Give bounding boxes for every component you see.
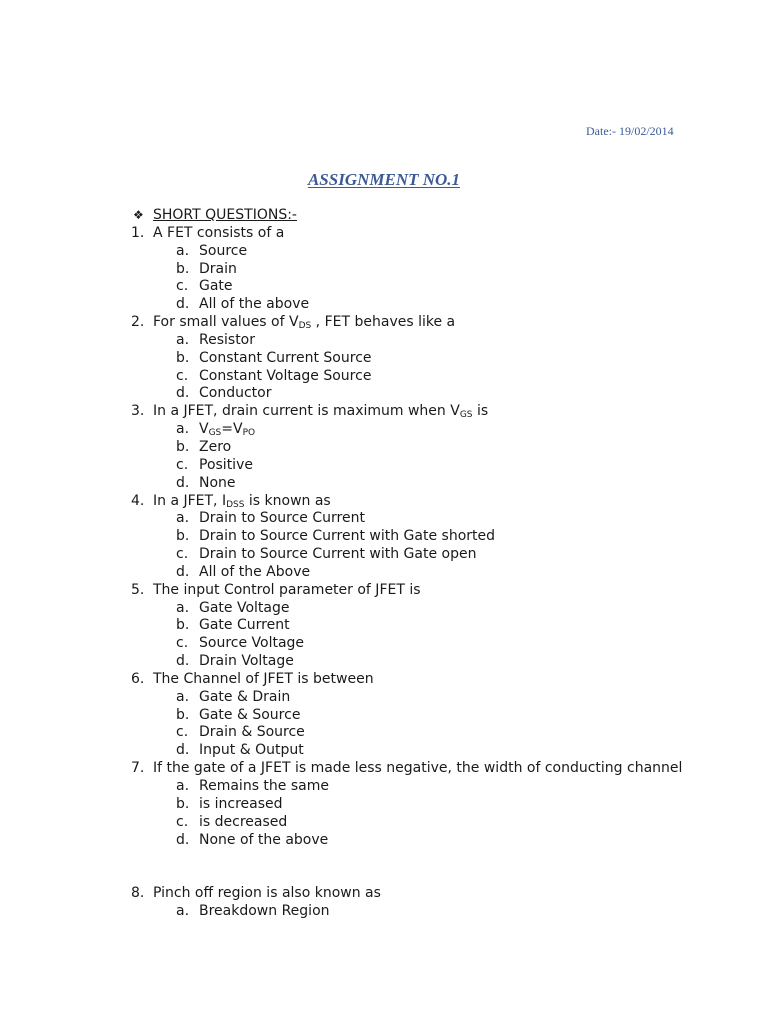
- option-letter: a.: [176, 510, 190, 527]
- option-text: [199, 600, 290, 618]
- option-item: [0, 528, 768, 546]
- text-fragment: Zero: [199, 438, 232, 455]
- question-item: [0, 225, 768, 243]
- option-letter: d.: [176, 385, 190, 402]
- option-letter: d.: [176, 653, 190, 670]
- text-fragment: Drain Voltage: [199, 653, 294, 670]
- question-text: [153, 403, 488, 421]
- option-text: [199, 689, 290, 707]
- option-item: [0, 350, 768, 368]
- option-letter: a.: [176, 421, 190, 438]
- text-fragment: Conductor: [199, 385, 272, 402]
- option-item: [0, 903, 768, 921]
- text-fragment: Positive: [199, 456, 253, 473]
- option-text: [199, 510, 365, 528]
- option-item: [0, 475, 768, 493]
- text-fragment: Input & Output: [199, 742, 304, 759]
- subscript-text: PO: [242, 428, 256, 439]
- question-item: [0, 403, 768, 421]
- option-text: [199, 421, 255, 439]
- subscript-text: GS: [459, 410, 473, 421]
- question-text: [153, 314, 455, 332]
- text-fragment: =V: [221, 421, 243, 438]
- option-text: [199, 278, 233, 296]
- option-text: [199, 385, 271, 403]
- option-text: [199, 332, 255, 350]
- option-text: [199, 296, 309, 314]
- text-fragment: Drain: [199, 260, 237, 277]
- option-letter: c.: [176, 456, 189, 473]
- option-text: [199, 528, 495, 546]
- option-letter: a.: [176, 778, 190, 794]
- text-fragment: If the gate of a JFET is made less negative, the width of conducting channel: [153, 760, 683, 777]
- option-item: [0, 814, 768, 832]
- option-letter: d.: [176, 831, 190, 848]
- option-text: [199, 457, 253, 475]
- text-fragment: V: [199, 421, 209, 438]
- question-text: [153, 760, 682, 778]
- option-text: [199, 546, 476, 564]
- option-item: [0, 564, 768, 582]
- option-letter: d.: [176, 563, 190, 580]
- section-heading: [0, 207, 768, 225]
- option-item: [0, 617, 768, 635]
- option-item: [0, 510, 768, 528]
- option-text: [199, 564, 310, 582]
- option-letter: b.: [176, 617, 190, 634]
- text-fragment: All of the above: [199, 296, 310, 313]
- text-fragment: Gate Voltage: [199, 599, 290, 616]
- option-letter: a.: [176, 599, 190, 616]
- option-letter: a.: [176, 331, 190, 348]
- option-item: [0, 243, 768, 261]
- question-item: [0, 760, 768, 778]
- option-item: [0, 635, 768, 653]
- text-fragment: , FET behaves like a: [311, 314, 456, 331]
- option-item: [0, 385, 768, 403]
- text-fragment: In a JFET, I: [153, 492, 227, 509]
- option-letter: c.: [176, 367, 189, 384]
- option-text: [199, 724, 305, 742]
- option-text: [199, 368, 371, 386]
- question-text: [153, 225, 284, 243]
- question-item: [0, 314, 768, 332]
- option-letter: d.: [176, 296, 190, 313]
- text-fragment: Drain to Source Current: [199, 510, 365, 527]
- option-letter: b.: [176, 260, 190, 277]
- option-item: [0, 724, 768, 742]
- option-letter: c.: [176, 278, 189, 295]
- option-text: [199, 814, 287, 832]
- spacer: [0, 849, 768, 885]
- question-number: 4.: [131, 492, 145, 509]
- subscript-text: DS: [298, 321, 312, 332]
- option-letter: b.: [176, 706, 190, 723]
- question-item: [0, 493, 768, 511]
- option-item: [0, 457, 768, 475]
- text-fragment: Remains the same: [199, 778, 329, 794]
- subscript-text: DSS: [226, 499, 245, 510]
- option-letter: d.: [176, 742, 190, 759]
- assignment-title: ASSIGNMENT NO.1: [307, 170, 461, 189]
- option-item: [0, 439, 768, 457]
- text-fragment: Drain to Source Current with Gate open: [199, 546, 477, 563]
- option-item: [0, 261, 768, 279]
- option-text: [199, 796, 283, 814]
- option-letter: c.: [176, 546, 189, 563]
- question-number: 7.: [131, 760, 145, 777]
- text-fragment: Gate: [199, 278, 233, 295]
- text-fragment: All of the Above: [199, 563, 311, 580]
- text-fragment: is: [472, 403, 489, 420]
- question-text: [153, 885, 381, 903]
- option-item: [0, 689, 768, 707]
- question-number: 3.: [131, 403, 145, 420]
- option-text: [199, 617, 290, 635]
- option-letter: a.: [176, 242, 190, 259]
- question-number: 6.: [131, 670, 145, 687]
- text-fragment: None of the above: [199, 831, 329, 848]
- question-item: [0, 582, 768, 600]
- option-text: [199, 243, 247, 261]
- option-text: [199, 903, 330, 921]
- text-fragment: Breakdown Region: [199, 902, 330, 919]
- option-text: [199, 653, 294, 671]
- option-item: [0, 368, 768, 386]
- option-letter: b.: [176, 795, 190, 812]
- text-fragment: Constant Current Source: [199, 349, 372, 366]
- question-number: 8.: [131, 885, 145, 902]
- option-letter: c.: [176, 813, 189, 830]
- option-letter: b.: [176, 438, 190, 455]
- option-letter: a.: [176, 902, 190, 919]
- option-text: [199, 261, 237, 279]
- assignment-date: Date:- 19/02/2014: [586, 124, 674, 138]
- text-fragment: Gate Current: [199, 617, 290, 634]
- option-letter: c.: [176, 635, 189, 652]
- text-fragment: is decreased: [199, 813, 288, 830]
- diamond-bullet-icon: ❖: [133, 208, 144, 222]
- question-number: 2.: [131, 314, 145, 331]
- text-fragment: The input Control parameter of JFET is: [153, 581, 421, 598]
- option-letter: c.: [176, 724, 189, 741]
- question-number: 1.: [131, 224, 145, 241]
- question-number: 5.: [131, 581, 145, 598]
- option-item: [0, 546, 768, 564]
- option-item: [0, 778, 768, 796]
- text-fragment: For small values of V: [153, 314, 299, 331]
- option-item: [0, 832, 768, 850]
- text-fragment: In a JFET, drain current is maximum when V: [153, 403, 460, 420]
- text-fragment: Source: [199, 242, 248, 259]
- option-letter: b.: [176, 528, 190, 545]
- text-fragment: None: [199, 474, 236, 491]
- section-label: SHORT QUESTIONS:-: [153, 207, 297, 223]
- question-text: [153, 671, 374, 689]
- text-fragment: Source Voltage: [199, 635, 305, 652]
- question-list: [0, 207, 768, 921]
- option-item: [0, 742, 768, 760]
- text-fragment: is known as: [244, 492, 331, 509]
- option-item: [0, 332, 768, 350]
- option-item: [0, 653, 768, 671]
- text-fragment: Gate & Source: [199, 706, 301, 723]
- option-text: [199, 707, 300, 725]
- option-text: [199, 742, 304, 760]
- text-fragment: is increased: [199, 795, 283, 812]
- text-fragment: Constant Voltage Source: [199, 367, 372, 384]
- text-fragment: The Channel of JFET is between: [153, 670, 374, 687]
- option-text: [199, 350, 372, 368]
- text-fragment: A FET consists of a: [153, 224, 285, 241]
- option-item: [0, 707, 768, 725]
- option-letter: b.: [176, 349, 190, 366]
- option-text: [199, 778, 329, 796]
- option-letter: d.: [176, 474, 190, 491]
- question-item: [0, 671, 768, 689]
- text-fragment: Resistor: [199, 331, 255, 348]
- subscript-text: GS: [208, 428, 222, 439]
- option-item: [0, 296, 768, 314]
- questions-container: [0, 225, 768, 921]
- question-text: [153, 582, 421, 600]
- option-text: [199, 439, 231, 457]
- option-text: [199, 832, 328, 850]
- option-item: [0, 796, 768, 814]
- question-item: [0, 885, 768, 903]
- text-fragment: Pinch off region is also known as: [153, 885, 381, 902]
- text-fragment: Gate & Drain: [199, 688, 291, 705]
- question-text: [153, 493, 331, 511]
- text-fragment: Drain & Source: [199, 724, 305, 741]
- text-fragment: Drain to Source Current with Gate shorted: [199, 528, 496, 545]
- option-item: [0, 421, 768, 439]
- option-text: [199, 475, 236, 493]
- option-item: [0, 600, 768, 618]
- option-item: [0, 278, 768, 296]
- option-text: [199, 635, 304, 653]
- option-letter: a.: [176, 688, 190, 705]
